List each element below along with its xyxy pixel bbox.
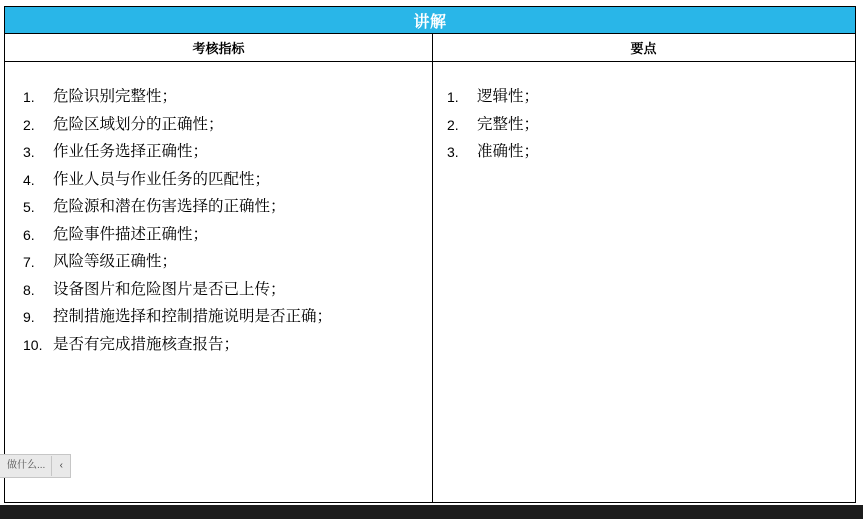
list-item (23, 167, 422, 194)
criteria-cell (5, 62, 433, 502)
list-item-label: 作业人员与作业任务的匹配性； (53, 170, 271, 188)
list-item-number: 1. (447, 89, 459, 105)
list-item (447, 112, 844, 139)
taskbar (0, 505, 863, 519)
page-title: 讲解 (413, 13, 447, 31)
column-header-keypoints: 要点 (630, 41, 657, 56)
table-body-row (5, 62, 855, 502)
list-item (23, 112, 422, 139)
keypoints-cell (433, 62, 854, 502)
search-input[interactable]: 做什么... (7, 460, 46, 471)
list-item-label: 准确性； (477, 143, 540, 160)
list-item (23, 277, 422, 304)
list-item (23, 304, 422, 331)
list-item (23, 222, 422, 249)
list-item-label: 危险区域划分的正确性； (53, 115, 224, 133)
list-item (23, 139, 422, 166)
list-item (447, 84, 844, 111)
list-item-label: 作业任务选择正确性； (53, 143, 209, 160)
list-item (447, 139, 844, 166)
list-item-number: 3. (23, 144, 35, 160)
list-item (23, 249, 422, 276)
search-widget[interactable] (0, 454, 71, 478)
list-item-label: 危险事件描述正确性； (53, 225, 209, 243)
list-item-number: 1. (23, 89, 35, 105)
list-item-number: 9. (23, 309, 35, 325)
list-item-label: 危险识别完整性； (53, 88, 178, 105)
list-item (23, 84, 422, 111)
list-item-number: 4. (23, 171, 35, 188)
list-item-number: 7. (23, 254, 35, 270)
list-item-number: 5. (23, 199, 35, 215)
list-item-label: 危险源和潜在伤害选择的正确性； (53, 198, 286, 215)
keypoints-list (447, 84, 844, 166)
list-item-label: 完整性； (477, 115, 540, 133)
list-item-label: 控制措施选择和控制措施说明是否正确； (53, 308, 333, 325)
criteria-list (23, 84, 422, 358)
table-title-row (5, 7, 855, 34)
list-item-label: 设备图片和危险图片是否已上传； (53, 280, 286, 298)
chevron-left-icon[interactable]: ‹ (59, 460, 64, 471)
list-item-label: 是否有完成措施核查报告； (53, 335, 240, 353)
list-item-number: 10. (23, 336, 43, 353)
column-header-criteria: 考核指标 (5, 34, 433, 61)
list-item-label: 逻辑性； (477, 88, 540, 105)
list-item-number: 8. (23, 281, 35, 298)
list-item (23, 194, 422, 221)
list-item (23, 332, 422, 359)
list-item-number: 3. (447, 144, 459, 160)
list-item-number: 2. (23, 116, 35, 133)
table-header-row (5, 34, 855, 62)
list-item-label: 风险等级正确性； (53, 253, 178, 270)
list-item-number: 2. (447, 116, 459, 133)
content-table (4, 6, 856, 503)
list-item-number: 6. (23, 226, 35, 243)
